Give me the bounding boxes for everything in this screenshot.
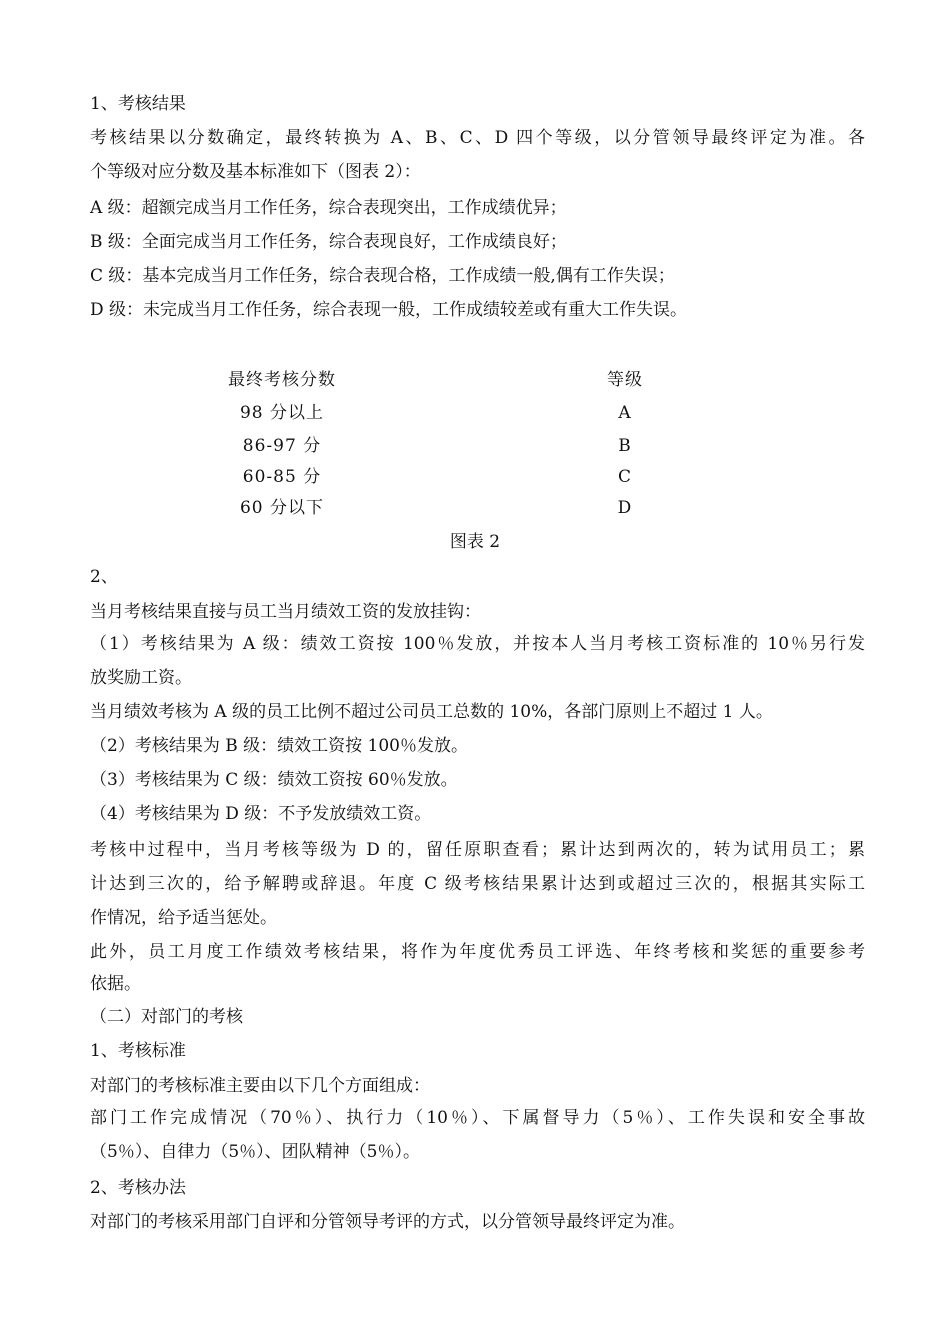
paragraph-line: 此外，员工月度工作绩效考核结果，将作为年度优秀员工评选、年终考核和奖惩的重要参考	[90, 942, 865, 962]
table-caption: 图表 2	[449, 532, 501, 552]
grade-a-description: A 级：超额完成当月工作任务，综合表现突出，工作成绩优异；	[90, 198, 567, 218]
paragraph-line: （4）考核结果为 D 级：不予发放绩效工资。	[90, 804, 432, 824]
paragraph-line: 考核中过程中，当月考核等级为 D 的，留任原职查看；累计达到两次的，转为试用员工；累	[90, 840, 865, 860]
paragraph-line: 个等级对应分数及基本标准如下（图表 2）：	[90, 162, 421, 182]
table-cell-grade: D	[617, 498, 633, 518]
table-cell-score: 98 分以上	[239, 403, 325, 423]
paragraph-line: 作情况，给予适当惩处。	[90, 908, 277, 928]
grade-b-description: B 级：全面完成当月工作任务，综合表现良好，工作成绩良好；	[90, 232, 567, 252]
section-heading-results: 1、考核结果	[90, 94, 186, 114]
grade-d-description: D 级：未完成当月工作任务，综合表现一般，工作成绩较差或有重大工作失误。	[90, 300, 688, 320]
paragraph-line: （2）考核结果为 B 级：绩效工资按 100％发放。	[90, 736, 468, 756]
paragraph-line: 计达到三次的，给予解聘或辞退。年度 C 级考核结果累计达到或超过三次的，根据其实际工	[90, 874, 865, 894]
paragraph-line: 当月考核结果直接与员工当月绩效工资的发放挂钩：	[90, 602, 481, 622]
paragraph-line: 当月绩效考核为 A 级的员工比例不超过公司员工总数的 10%，各部门原则上不超过 1 人。	[90, 702, 773, 722]
paragraph-line: 对部门的考核采用部门自评和分管领导考评的方式，以分管领导最终评定为准。	[90, 1212, 685, 1232]
paragraph-line: 对部门的考核标准主要由以下几个方面组成：	[90, 1076, 430, 1096]
table-cell-score: 60 分以下	[239, 498, 325, 518]
grade-c-description: C 级：基本完成当月工作任务，综合表现合格，工作成绩一般,偶有工作失误；	[90, 266, 675, 286]
paragraph-line: 放奖励工资。	[90, 668, 192, 688]
paragraph-line: 考核结果以分数确定，最终转换为 A、B、C、D 四个等级，以分管领导最终评定为准。各	[90, 128, 865, 148]
table-cell-grade: C	[617, 467, 632, 487]
paragraph-line: 依据。	[90, 974, 141, 994]
paragraph-line: （1）考核结果为 A 级：绩效工资按 100％发放，并按本人当月考核工资标准的 10％另行发	[90, 634, 865, 654]
section-heading-2: 2、	[90, 567, 118, 587]
paragraph-line: 部门工作完成情况（70％）、执行力（10％）、下属督导力（5％）、工作失误和安全事故	[90, 1108, 865, 1128]
section-heading-method: 2、考核办法	[90, 1178, 186, 1198]
table-cell-grade: B	[618, 436, 632, 456]
section-heading-standard: 1、考核标准	[90, 1041, 186, 1061]
table-cell-score: 60-85 分	[242, 467, 322, 487]
table-header-score: 最终考核分数	[228, 370, 336, 390]
table-cell-grade: A	[618, 403, 632, 423]
table-cell-score: 86-97 分	[242, 436, 322, 456]
section-heading-department: （二）对部门的考核	[90, 1007, 243, 1027]
paragraph-line: （3）考核结果为 C 级：绩效工资按 60％发放。	[90, 770, 458, 790]
paragraph-line: （5％）、自律力（5％）、团队精神（5％）。	[90, 1142, 420, 1162]
table-header-grade: 等级	[607, 370, 643, 390]
